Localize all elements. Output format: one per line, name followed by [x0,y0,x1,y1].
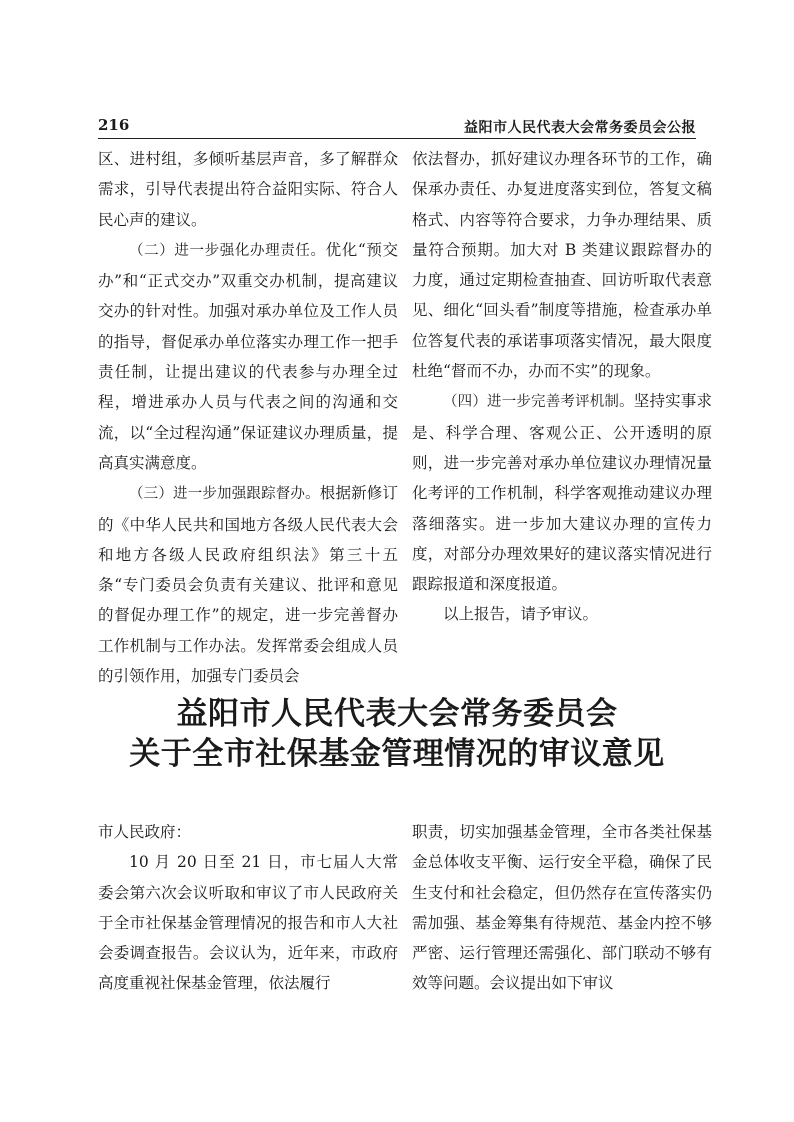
right-column-bottom [412,817,712,999]
running-header [98,114,696,139]
section-heading: （四）进一步完善考评机制。 [443,394,634,411]
right-column-top [412,144,712,630]
journal-title: 益阳市人民代表大会常务委员会公报 [464,120,696,136]
title-line-2: 关于全市社保基金管理情况的审议意见 [129,736,665,772]
page-number: 216 [98,116,130,134]
paragraph [98,235,398,478]
left-column-bottom [98,817,398,999]
paragraph: 职责，切实加强基金管理，全市各类社保基金总体收支平衡、运行安全平稳，确保了民生支付和社会稳定，但仍然存在宣传落实仍需加强、基金筹集有待规范、基金内控不够严密、运行管理还需强化、部门联动不够有效等问题。会议提出如下审议 [412,823,712,993]
paragraph: 区、进村组，多倾听基层声音，多了解群众需求，引导代表提出符合益阳实际、符合人民心声的建议。 [98,150,398,229]
salutation: 市人民政府： [98,823,192,841]
closing-line: 以上报告，请予审议。 [443,605,599,624]
paragraph: 依法督办，抓好建议办理各环节的工作，确保承办责任、办复进度落实到位，答复文稿格式、内容等符合要求，力争办理结果、质量符合预期。加大对 B 类建议跟踪督办的力度，通过定期检查抽查、回访听取代表意见、细化“回头看”制度等措施，检查承办单位答复代表的承诺事项落实情况，最大限度杜绝“督而不办，办而不实”的现象。 [412,150,712,381]
title-line-1: 益阳市人民代表大会常务委员会 [176,696,618,732]
paragraph [98,478,398,691]
section-heading: （三）进一步加强跟踪督办。 [129,486,320,503]
paragraph-body: 根据新修订的《中华人民共和国地方各级人民代表大会和地方各级人民政府组织法》第三十五条“专门委员会负责有关建议、批评和意见的督促办理工作”的规定，进一步完善督办工作机制与工作办法。发挥常委会组成人员的引领作用，加强专门委员会 [98,484,398,686]
paragraph-body: 坚持实事求是、科学合理、客观公正、公开透明的原则，进一步完善对承办单位建议办理情况量化考评的工作机制，科学客观推动建议办理落细落实。进一步加大建议办理的宣传力度，对部分办理效果好的建议落实情况进行跟踪报道和深度报道。 [412,392,712,594]
paragraph: 10 月 20 日至 21 日，市七届人大常委会第六次会议听取和审议了市人民政府关于全市社保基金管理情况的报告和市人大社会委调查报告。会议认为，近年来，市政府高度重视社保基金管理，依法履行 [98,853,398,993]
document-title [98,694,696,774]
left-column-top [98,144,398,691]
section-heading: （二）进一步强化办理责任。 [129,242,326,259]
paragraph [412,386,712,599]
paragraph-body: 优化“预交办”和“正式交办”双重交办机制，提高建议交办的针对性。加强对承办单位及工作人员的指导，督促承办单位落实办理工作一把手责任制，让提出建议的代表参与办理全过程，增进承办人员与代表之间的沟通和交流，以“全过程沟通”保证建议办理质量，提高真实满意度。 [98,240,398,472]
